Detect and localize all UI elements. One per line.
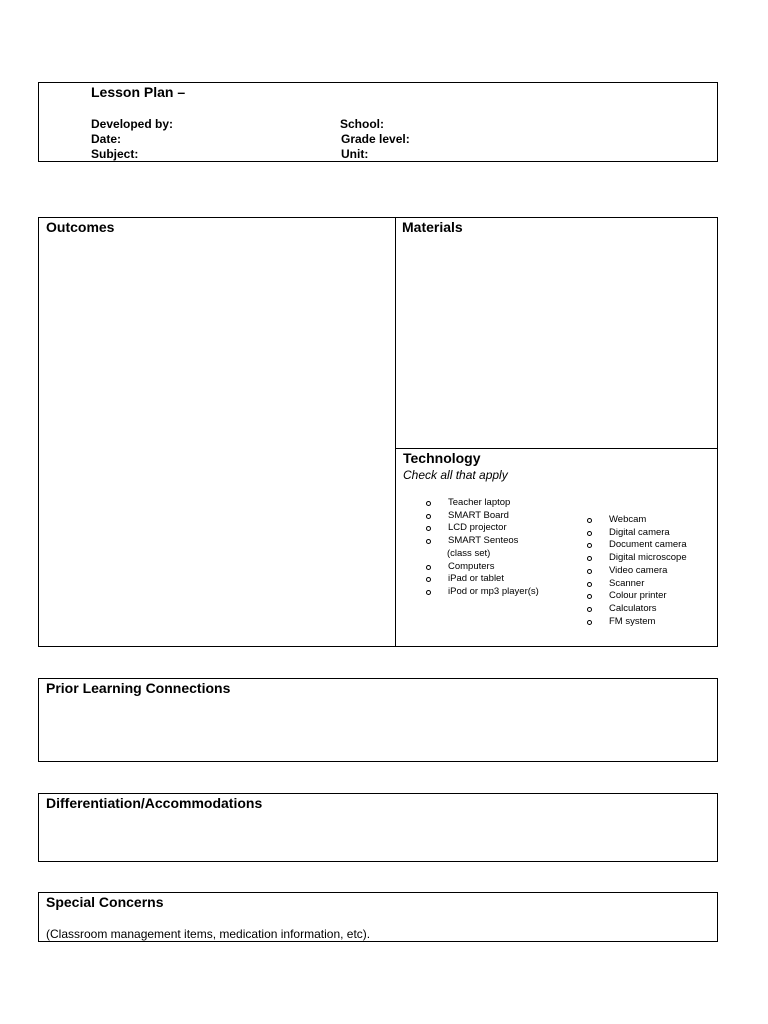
checkbox-bullet-icon[interactable] [426, 526, 431, 531]
list-item[interactable]: iPod or mp3 player(s) [426, 586, 539, 599]
checkbox-bullet-icon[interactable] [587, 620, 592, 625]
checkbox-bullet-icon[interactable] [426, 565, 431, 570]
list-item[interactable]: iPad or tablet [426, 573, 539, 586]
subject-label: Subject: [91, 147, 139, 161]
list-item[interactable]: Webcam [587, 514, 687, 527]
list-item[interactable]: LCD projector [426, 522, 539, 535]
technology-list-left [426, 497, 539, 599]
list-item[interactable]: Scanner [587, 578, 687, 591]
checkbox-bullet-icon[interactable] [426, 514, 431, 519]
special-concerns-note: (Classroom management items, medication information, etc). [46, 927, 371, 941]
technology-list-right [587, 514, 687, 628]
checkbox-bullet-icon[interactable] [587, 518, 592, 523]
lesson-plan-header [38, 82, 718, 162]
list-item[interactable]: SMART Senteos (class set) [426, 535, 539, 560]
lesson-plan-title: Lesson Plan – [91, 84, 186, 100]
list-item[interactable]: Digital camera [587, 527, 687, 540]
special-concerns-box [38, 892, 718, 942]
materials-technology-divider [395, 448, 717, 449]
materials-heading: Materials [402, 219, 463, 235]
list-item[interactable]: FM system [587, 616, 687, 629]
list-item[interactable]: SMART Board [426, 510, 539, 523]
senteos-continuation: (class set) [447, 547, 491, 559]
checkbox-bullet-icon[interactable] [587, 543, 592, 548]
list-item[interactable]: Calculators [587, 603, 687, 616]
checkbox-bullet-icon[interactable] [587, 582, 592, 587]
school-label: School: [340, 117, 384, 131]
list-item[interactable]: Teacher laptop [426, 497, 539, 510]
special-concerns-heading: Special Concerns [46, 894, 164, 910]
technology-heading: Technology [403, 450, 481, 466]
list-item[interactable]: Computers [426, 561, 539, 574]
checkbox-bullet-icon[interactable] [587, 556, 592, 561]
list-item[interactable]: Digital microscope [587, 552, 687, 565]
prior-learning-heading: Prior Learning Connections [46, 680, 231, 696]
list-item[interactable]: Video camera [587, 565, 687, 578]
differentiation-heading: Differentiation/Accommodations [46, 795, 263, 811]
checkbox-bullet-icon[interactable] [426, 590, 431, 595]
checkbox-bullet-icon[interactable] [426, 539, 431, 544]
checkbox-bullet-icon[interactable] [587, 569, 592, 574]
list-item[interactable]: Colour printer [587, 590, 687, 603]
outcomes-heading: Outcomes [46, 219, 115, 235]
checkbox-bullet-icon[interactable] [587, 607, 592, 612]
checkbox-bullet-icon[interactable] [587, 594, 592, 599]
date-label: Date: [91, 132, 122, 146]
prior-learning-box [38, 678, 718, 762]
grade-level-label: Grade level: [341, 132, 410, 146]
checkbox-bullet-icon[interactable] [587, 531, 592, 536]
checkbox-bullet-icon[interactable] [426, 577, 431, 582]
checkbox-bullet-icon[interactable] [426, 501, 431, 506]
differentiation-box [38, 793, 718, 862]
outcomes-materials-technology-table [38, 217, 718, 647]
developed-by-label: Developed by: [91, 117, 174, 131]
unit-label: Unit: [341, 147, 369, 161]
list-item[interactable]: Document camera [587, 539, 687, 552]
column-divider [395, 218, 396, 646]
technology-subtitle: Check all that apply [403, 468, 508, 482]
